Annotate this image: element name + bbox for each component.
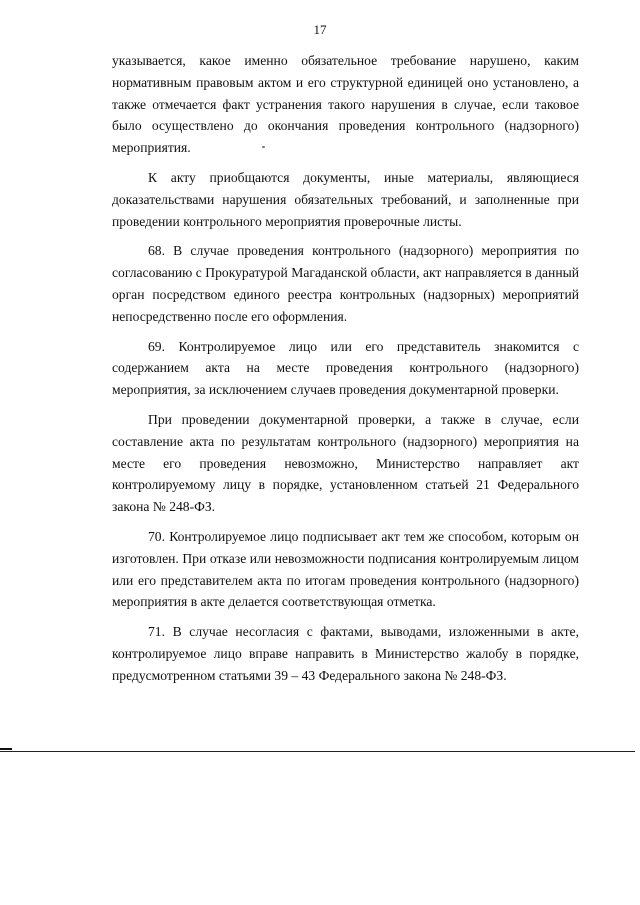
scan-edge-mark	[0, 748, 12, 750]
scan-bottom-rule	[0, 751, 635, 752]
paragraph-attachments: К акту приобщаются документы, иные материалы, являющиеся доказательствами нарушения обязательных требований, и заполненные при проведении контрольного мероприятия проверочные листы.	[112, 169, 579, 229]
paragraph-documentary-check: При проведении документарной проверки, а также в случае, если составление акта по результатам контрольного (надзорного) мероприятия на месте его проведения невозможно, Министерство направляет акт контролируемому лицу в порядке, установленном статьей 21 Федерального закона № 248-ФЗ.	[112, 411, 579, 515]
paragraph-69: 69. Контролируемое лицо или его представитель знакомится с содержанием акта на месте проведения контрольного (надзорного) мероприятия, за исключением случаев проведения документарной проверки.	[112, 338, 579, 398]
scan-speck	[262, 146, 265, 148]
paragraph-71: 71. В случае несогласия с фактами, выводами, изложенными в акте, контролируемое лицо вправе направить в Министерство жалобу в порядке, предусмотренном статьями 39 – 43 Федерального закона № 248-ФЗ.	[112, 624, 579, 683]
document-body	[112, 50, 579, 695]
paragraph-continuation: указывается, какое именно обязательное требование нарушено, каким нормативным правовым актом и его структурной единицей оно установлено, а также отмечается факт устранения такого нарушения в случае, если таковое было осуществлено до окончания проведения контрольного (надзорного) мероприятия.	[112, 53, 579, 156]
page-number: 17	[313, 22, 327, 37]
paragraph-70: 70. Контролируемое лицо подписывает акт тем же способом, которым он изготовлен. При отказе или невозможности подписания контролируемым лицом или его представителем акта по итогам проведения контрольного (надзорного) мероприятия в акте делается соответствующая отметка.	[112, 528, 579, 610]
paragraph-68: 68. В случае проведения контрольного (надзорного) мероприятия по согласованию с Прокуратурой Магаданской области, акт направляется в данный орган посредством единого реестра контрольных (надзорных) мероприятий непосредственно после его оформления.	[112, 243, 579, 324]
